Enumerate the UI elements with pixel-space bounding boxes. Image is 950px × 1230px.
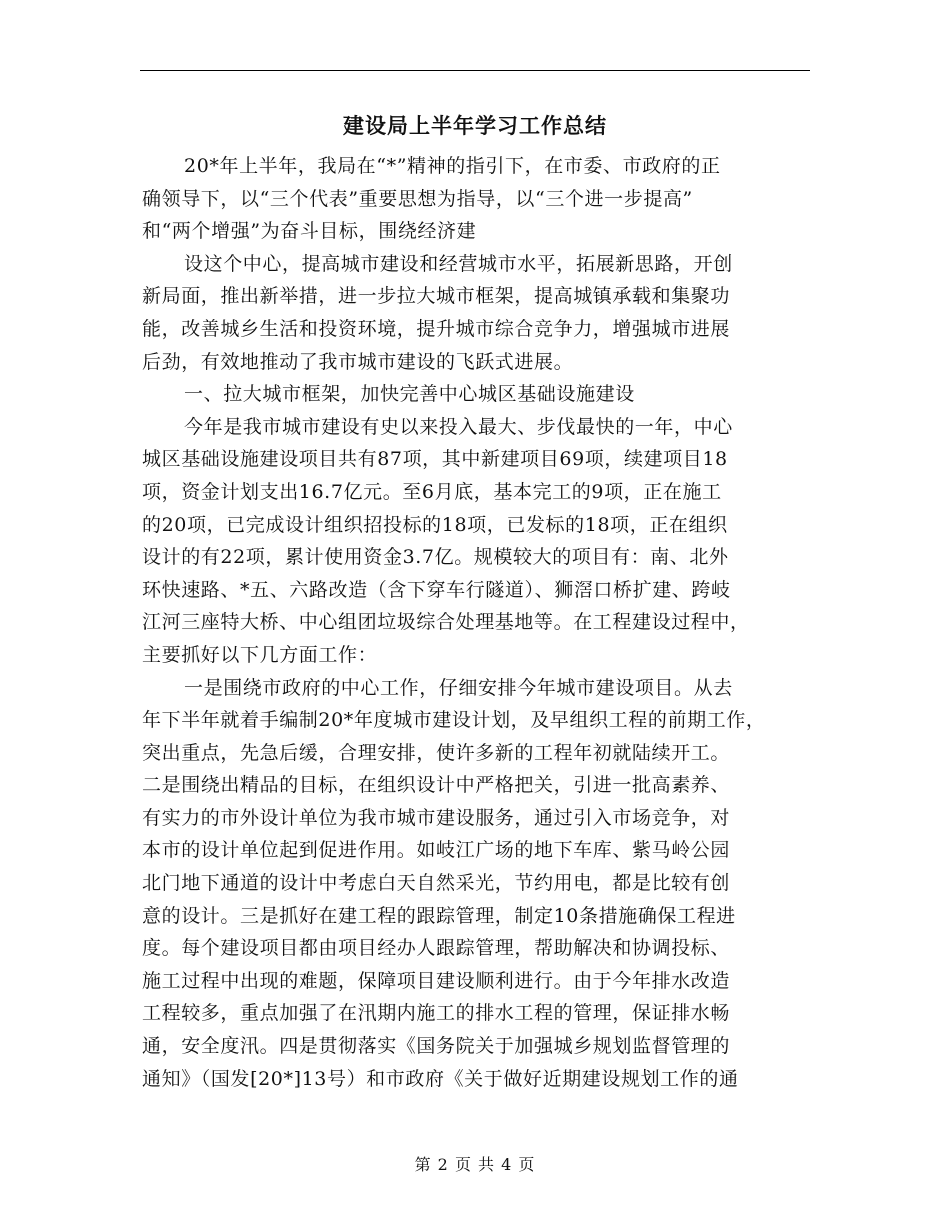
- paragraph-line: 后劲，有效地推动了我市城市建设的飞跃式进展。: [142, 350, 574, 373]
- paragraph-line: 城区基础设施建设项目共有87项，其中新建项目69项，续建项目18: [142, 448, 728, 471]
- paragraph-line: 一是围绕市政府的中心工作，仔细安排今年城市建设项目。从去: [184, 676, 733, 699]
- document-body: [142, 150, 812, 1095]
- paragraph-line: 项，资金计划支出16.7亿元。至6月底，基本完工的9项，正在施工: [142, 480, 722, 503]
- paragraph-line: 本市的设计单位起到促进作用。如岐江广场的地下车库、紫马岭公园: [142, 839, 731, 862]
- header-rule: [140, 70, 810, 71]
- paragraph-line: 施工过程中出现的难题，保障项目建设顺利进行。由于今年排水改造: [142, 969, 731, 992]
- paragraph-line: 今年是我市城市建设有史以来投入最大、步伐最快的一年，中心: [184, 415, 733, 438]
- paragraph-line: 能，改善城乡生活和投资环境，提升城市综合竞争力，增强城市进展: [142, 317, 731, 340]
- section-heading: 一、拉大城市框架，加快完善中心城区基础设施建设: [184, 383, 635, 406]
- paragraph-line: 设计的有22项，累计使用资金3.7亿。规模较大的项目有：南、北外: [142, 546, 729, 569]
- paragraph-line: 环快速路、*五、六路改造（含下穿车行隧道）、狮滘口桥扩建、跨岐: [142, 578, 731, 601]
- paragraph-line: 确领导下，以“三个代表”重要思想为指导，以“三个进一步提高”: [142, 187, 693, 210]
- paragraph-line: 主要抓好以下几方面工作：: [142, 643, 378, 666]
- paragraph-line: 20*年上半年，我局在“*”精神的指引下，在市委、市政府的正: [184, 155, 721, 177]
- paragraph-line: 工程较多，重点加强了在汛期内施工的排水工程的管理，保证排水畅: [142, 1002, 731, 1025]
- paragraph-line: 通知》（国发[20*]13号）和市政府《关于做好近期建设规划工作的通: [142, 1067, 739, 1090]
- paragraph-line: 度。每个建设项目都由项目经办人跟踪管理，帮助解决和协调投标、: [142, 937, 731, 960]
- paragraph-line: 江河三座特大桥、中心组团垃圾综合处理基地等。在工程建设过程中，: [142, 611, 750, 634]
- paragraph-line: 意的设计。三是抓好在建工程的跟踪管理，制定10条措施确保工程进: [142, 904, 736, 927]
- paragraph-line: 和“两个增强”为奋斗目标，围绕经济建: [142, 220, 477, 243]
- paragraph-line: 北门地下通道的设计中考虑白天自然采光，节约用电，都是比较有创: [142, 872, 731, 895]
- paragraph-line: 通，安全度汛。四是贯彻落实《国务院关于加强城乡规划监督管理的: [142, 1035, 731, 1058]
- paragraph-line: 突出重点，先急后缓，合理安排，使许多新的工程年初就陆续开工。: [142, 741, 731, 764]
- paragraph-line: 的20项，已完成设计组织招投标的18项，已发标的18项，正在组织: [142, 513, 728, 536]
- document-title: 建设局上半年学习工作总结: [343, 114, 607, 138]
- paragraph-line: 设这个中心，提高城市建设和经营城市水平，拓展新思路，开创: [184, 252, 733, 275]
- paragraph-line: 二是围绕出精品的目标，在组织设计中严格把关，引进一批高素养、: [142, 774, 731, 797]
- paragraph-line: 新局面，推出新举措，进一步拉大城市框架，提高城镇承载和集聚功: [142, 285, 731, 308]
- paragraph-line: 有实力的市外设计单位为我市城市建设服务，通过引入市场竞争，对: [142, 806, 731, 829]
- paragraph-line: 年下半年就着手编制20*年度城市建设计划，及早组织工程的前期工作，: [142, 709, 766, 732]
- page-number-footer: 第 2 页 共 4 页: [414, 1155, 536, 1174]
